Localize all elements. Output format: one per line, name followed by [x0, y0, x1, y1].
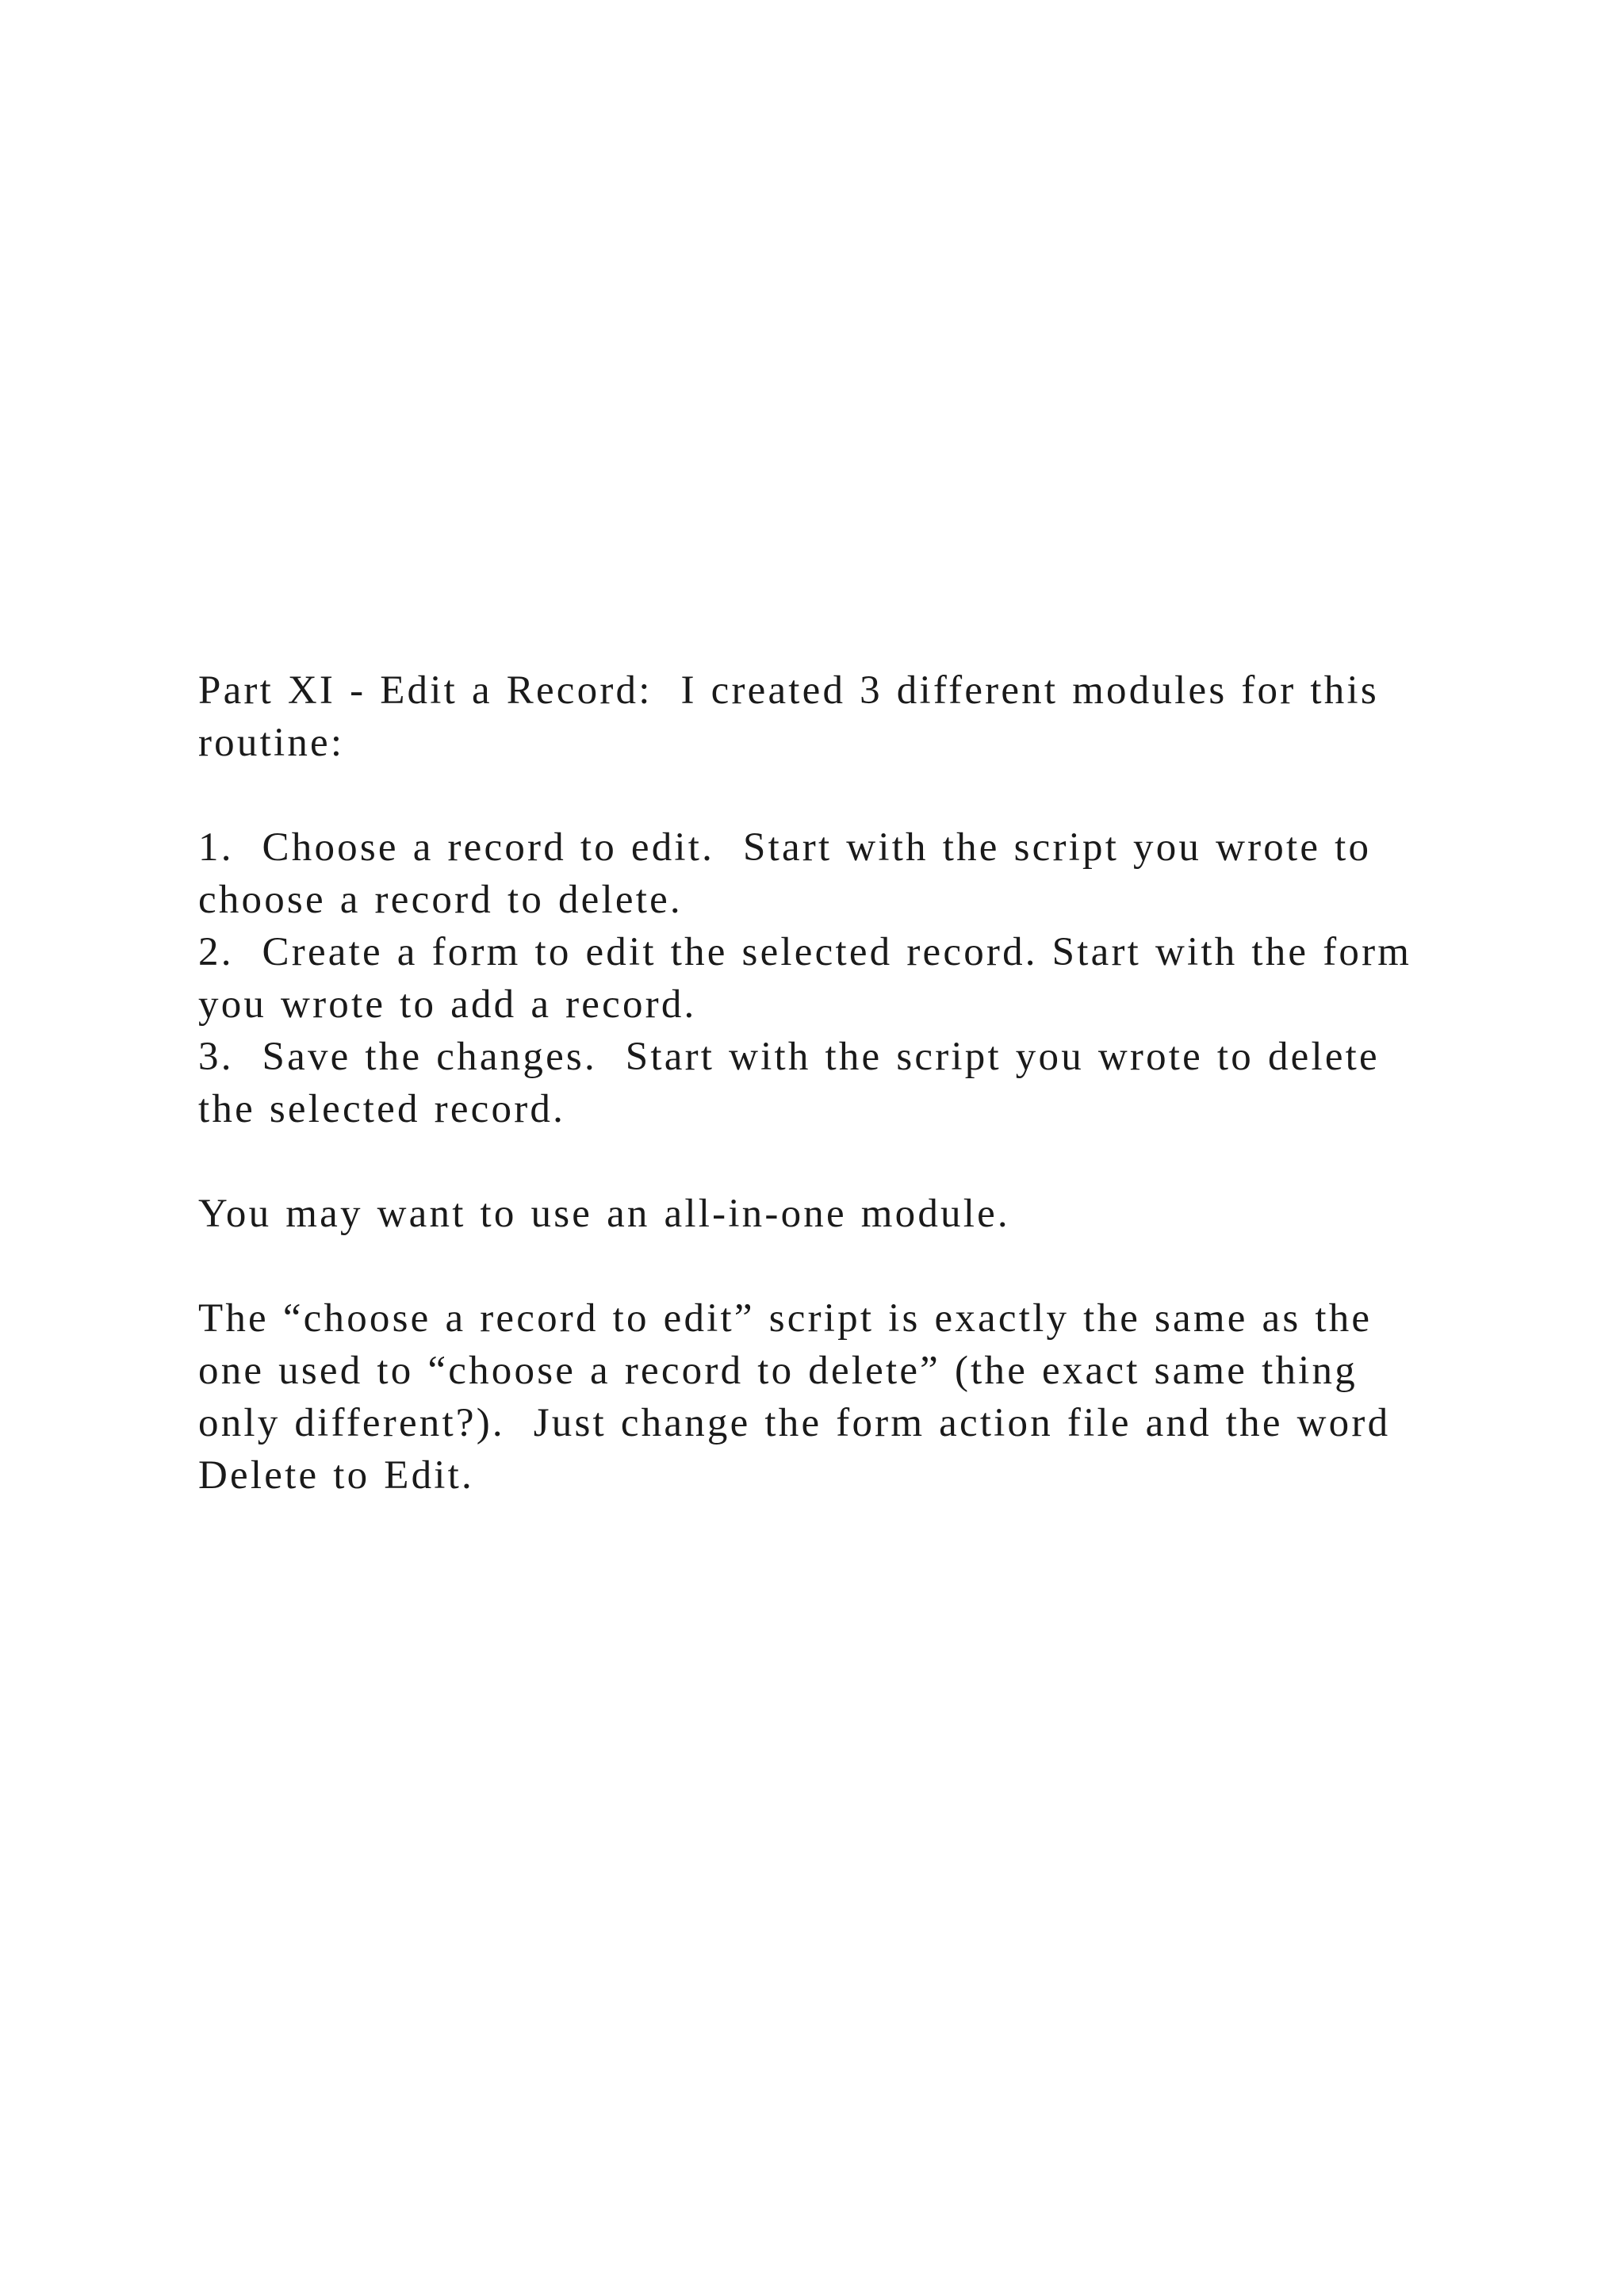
paragraph-gap [198, 1135, 1507, 1188]
intro-paragraph [198, 664, 1507, 769]
closing-paragraph [198, 1292, 1507, 1502]
text-line: one used to “choose a record to delete” (the exact same thing [198, 1349, 1358, 1393]
text-line: Part XI - Edit a Record: I created 3 different modules for this [198, 668, 1379, 713]
text-line: The “choose a record to edit” script is exactly the same as the [198, 1296, 1373, 1341]
text-line: You may want to use an all-in-one module. [198, 1192, 1010, 1236]
text-line: you wrote to add a record. [198, 982, 697, 1027]
text-line: only different?). Just change the form action file and the word [198, 1401, 1391, 1445]
text-line: 2. Create a form to edit the selected record. Start with the form [198, 930, 1412, 974]
text-line: 1. Choose a record to edit. Start with the script you wrote to [198, 825, 1372, 870]
text-line: Delete to Edit. [198, 1453, 474, 1498]
text-line: choose a record to delete. [198, 878, 683, 922]
paragraph-gap [198, 769, 1507, 821]
text-line: routine: [198, 721, 345, 765]
paragraph-gap [198, 1240, 1507, 1292]
note-paragraph [198, 1188, 1507, 1240]
text-line: the selected record. [198, 1087, 566, 1131]
text-line: 3. Save the changes. Start with the script you wrote to delete [198, 1035, 1380, 1079]
steps-list [198, 821, 1507, 1135]
document-body [198, 664, 1507, 1502]
